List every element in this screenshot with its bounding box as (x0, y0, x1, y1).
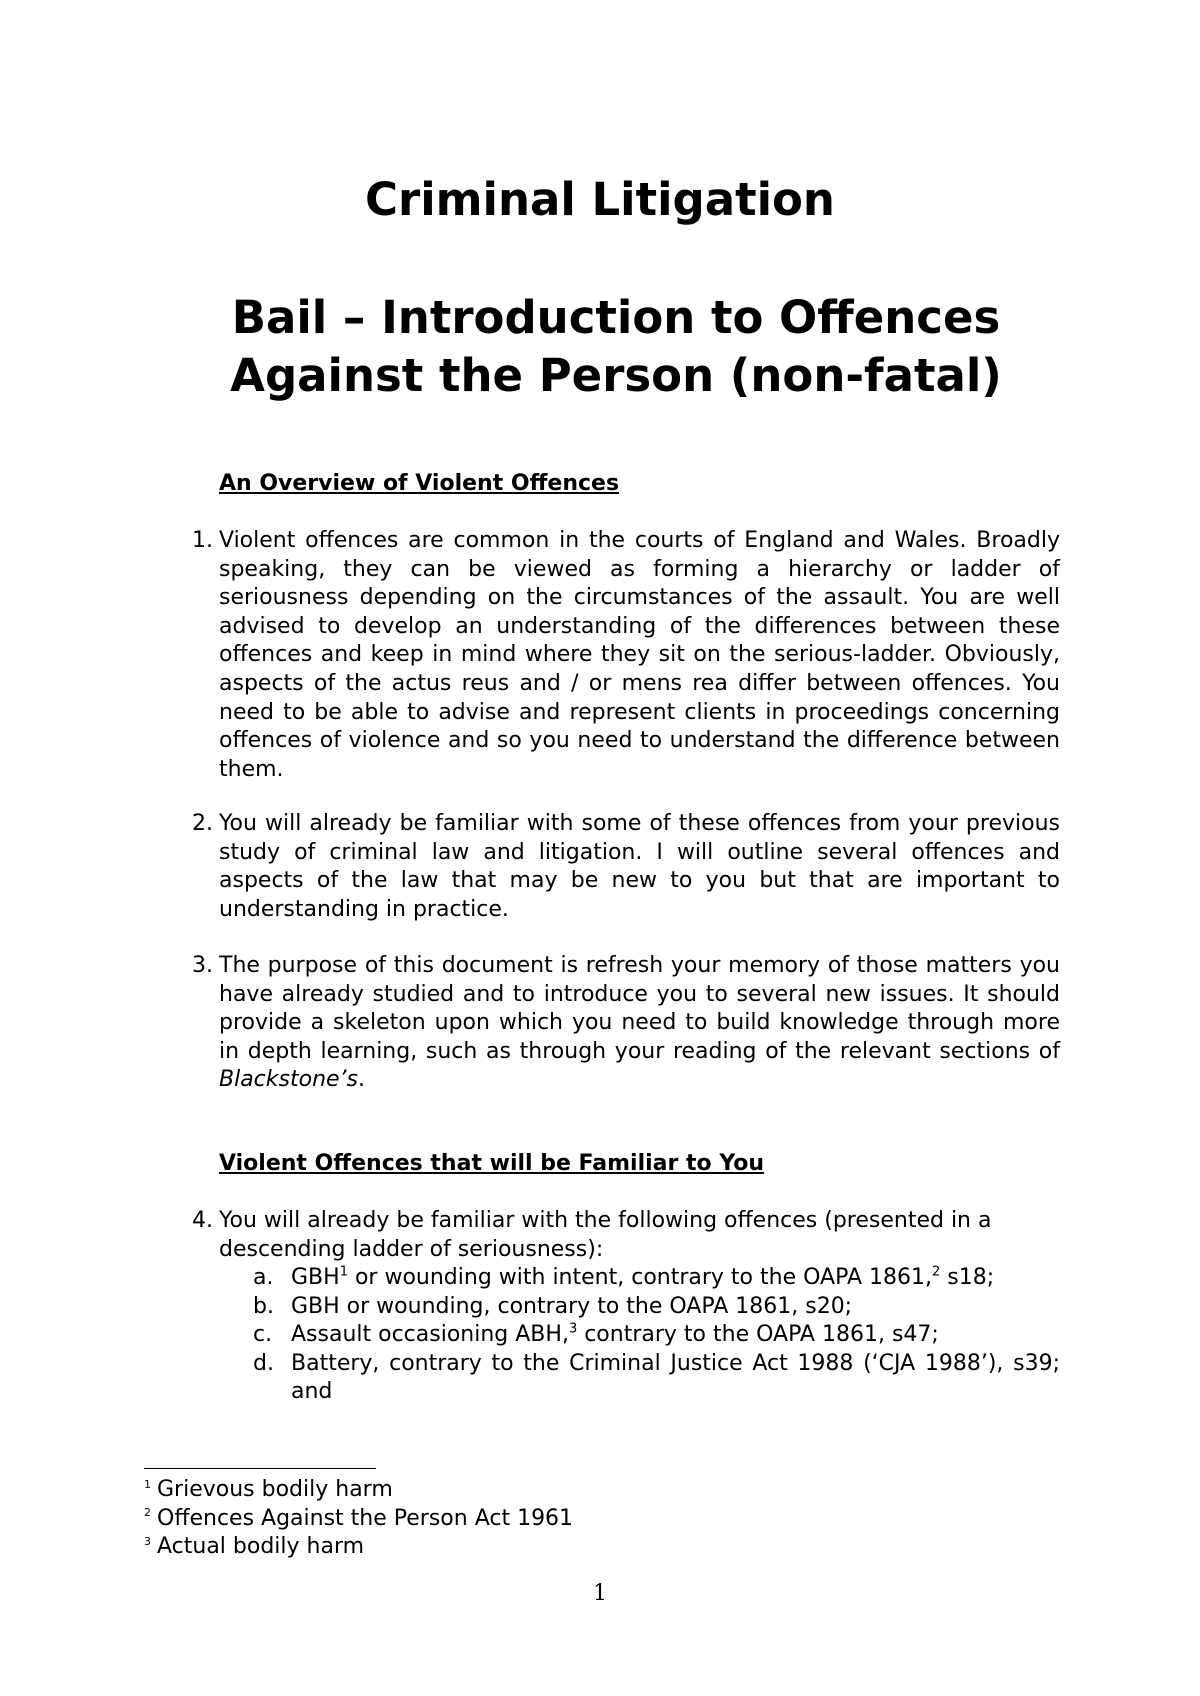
footnote-mark: 1 (144, 1477, 151, 1491)
footnote-text: Offences Against the Person Act 1961 (157, 1505, 574, 1531)
list-item (253, 1321, 1060, 1350)
footnote-ref[interactable]: 2 (931, 1264, 941, 1280)
footnote-text: Actual bodily harm (157, 1534, 365, 1559)
footnote-text: Grievous bodily harm (157, 1477, 393, 1502)
paragraph-1 (192, 527, 1060, 784)
paragraph-number: 2. (192, 811, 213, 836)
paragraph-4 (192, 1207, 1060, 1264)
list-item-text-part: Assault occasioning ABH, (291, 1322, 569, 1348)
list-item-text-part: s18; (940, 1265, 995, 1290)
footnote-ref[interactable]: 1 (339, 1264, 348, 1280)
list-item-text-part: GBH (291, 1265, 340, 1290)
paragraph-text (219, 952, 1060, 1095)
list-item-letter: d. (253, 1350, 274, 1376)
paragraph-text: You will already be familiar with some of these offences from your previous study of criminal law and litigation. I will outline several offences and aspects of the law that may be new to you but that are important to understanding in practice. (219, 811, 1060, 922)
page-number: 1 (593, 1581, 607, 1606)
footnote-ref[interactable]: 3 (568, 1321, 578, 1337)
list-item-text: Battery, contrary to the Criminal Justice Act 1988 (‘CJA 1988’), s39; and (291, 1350, 1060, 1405)
paragraph-number: 3. (192, 953, 213, 978)
paragraph-3 (192, 952, 1060, 1095)
footnote (144, 1505, 573, 1534)
paragraph-number: 4. (192, 1208, 213, 1233)
footnote (144, 1476, 573, 1505)
blackstones-citation: Blackstone’s (219, 1067, 359, 1093)
footnote-mark: 3 (144, 1534, 151, 1548)
list-item (253, 1293, 1060, 1322)
paragraph-text: Violent offences are common in the courts of England and Wales. Broadly speaking, they can be viewed as forming a hierarchy or ladder of seriousness depending on the circumstances of the assault. You are well advised to develop an understanding of the differences between these offences and keep in mind where they sit on the serious-ladder. Obviously, aspects of the actus reus and / or mens rea differ between offences. You need to be able to advise and represent clients in proceedings concerning offences of violence and so you need to understand the difference between them. (219, 528, 1060, 782)
list-item-text: GBH or wounding, contrary to the OAPA 1861, s20; (291, 1293, 853, 1319)
list-item-text-part: or wounding with intent, contrary to the OAPA 1861, (347, 1265, 932, 1290)
section-heading-overview: An Overview of Violent Offences (219, 471, 620, 496)
document-subtitle: Bail – Introduction to Offences Against the Person (non-fatal) (230, 291, 1002, 402)
paragraph-text: You will already be familiar with the following offences (presented in a descending ladder of seriousness): (219, 1208, 992, 1262)
paragraph-2 (192, 810, 1060, 924)
document-title: Criminal Litigation (365, 173, 835, 226)
paragraph-number: 1. (192, 528, 213, 553)
list-item-letter: b. (253, 1293, 274, 1319)
paragraph-text-part: The purpose of this document is refresh your memory of those matters you have already studied and to introduce you to several new issues. It should provide a skeleton upon which you need to build knowledge through more in depth learning, such as through your reading of the relevant sections of (219, 953, 1060, 1064)
footnote (144, 1533, 573, 1562)
list-item-text (291, 1264, 1060, 1293)
paragraph-text-part: . (358, 1067, 366, 1093)
footnote-separator (144, 1468, 376, 1469)
footnote-mark: 2 (144, 1506, 151, 1520)
offence-list (253, 1264, 1060, 1407)
list-item-letter: c. (253, 1322, 273, 1348)
footnotes (144, 1476, 573, 1562)
section-heading-familiar-offences: Violent Offences that will be Familiar to You (219, 1151, 765, 1176)
list-item (253, 1264, 1060, 1293)
list-item-text-part: contrary to the OAPA 1861, s47; (577, 1322, 939, 1348)
list-item-text (291, 1321, 1060, 1350)
list-item (253, 1350, 1060, 1407)
list-item-letter: a. (253, 1265, 274, 1290)
